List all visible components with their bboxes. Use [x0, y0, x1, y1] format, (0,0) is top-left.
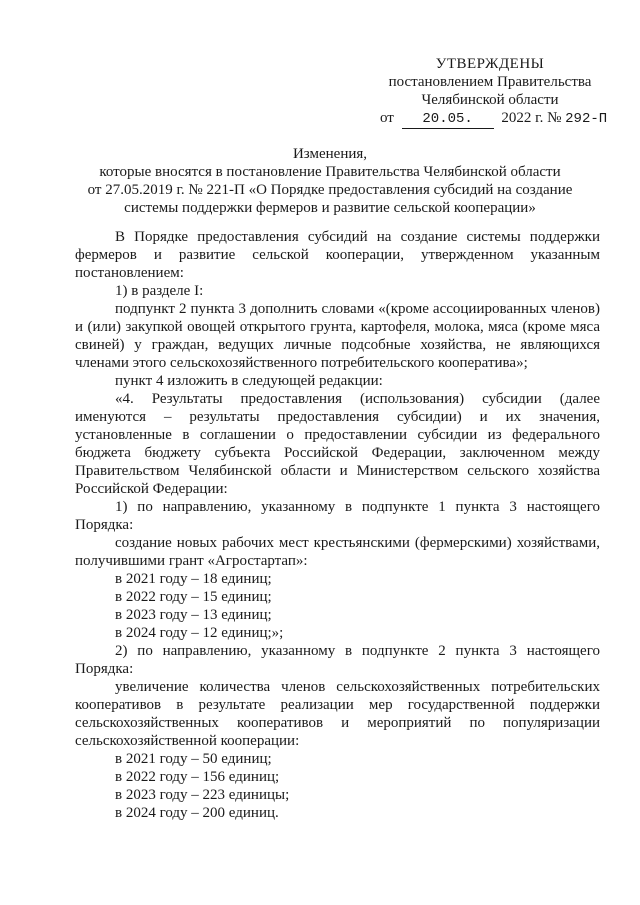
heading-line-1: Изменения, [292, 146, 368, 162]
approval-title: УТВЕРЖДЕНЫ [435, 56, 545, 72]
approval-date-line [380, 109, 608, 129]
direction-1-paragraph: 1) по направлению, указанному в подпункте 1 пункта 3 настоящего Порядка: [75, 499, 600, 533]
point-4-paragraph: пункт 4 изложить в следующей редакции: [115, 373, 383, 389]
date-value: 20.05. [402, 110, 494, 129]
heading-line-4: системы поддержки фермеров и развитие сельской кооперации» [124, 200, 536, 216]
list-item: в 2024 году – 12 единиц;»; [115, 625, 284, 641]
list-item: в 2023 году – 223 единицы; [115, 787, 290, 803]
document-body [75, 228, 600, 822]
list-item: в 2024 году – 200 единиц. [115, 805, 279, 821]
list-item: в 2022 году – 15 единиц; [115, 589, 272, 605]
decree-number: 292-П [565, 111, 608, 127]
list-item: в 2023 году – 13 единиц; [115, 607, 272, 623]
members-paragraph: увеличение количества членов сельскохозяйственных потребительских кооперативов в результате реализации мер государственной поддержки сельскохозяйственных кооперативов и мероприятий по популяризации сельскохозяйственной кооперации: [75, 679, 600, 749]
subpoint-2-paragraph: подпункт 2 пункта 3 дополнить словами «(кроме ассоциированных членов) и (или) закупкой овощей открытого грунта, картофеля, молока, мяса (кроме мяса свиней) у граждан, ведущих личные подсобные хозяйства, не являющихся членами этого сельскохозяйственного потребительского кооператива»; [75, 301, 600, 371]
heading-line-2: которые вносятся в постановление Правительства Челябинской области [99, 164, 561, 180]
quoted-point-4: «4. Результаты предоставления (использования) субсидии (далее именуются – результаты предоставления субсидии) и их значения, установленные в соглашении о предоставлении субсидии из федерального бюджета бюджету субъекта Российской Федерации, заключенном между Правительством Челябинской области и Министерством сельского хозяйства Российской Федерации: [75, 391, 600, 497]
direction-2-paragraph: 2) по направлению, указанному в подпункте 2 пункта 3 настоящего Порядка: [75, 643, 600, 677]
approval-line-1: постановлением Правительства [388, 74, 592, 90]
list-item: в 2021 году – 18 единиц; [115, 571, 272, 587]
year-text: 2022 г. № [501, 110, 562, 126]
date-prefix: от [380, 110, 394, 126]
list-item: в 2021 году – 50 единиц; [115, 751, 272, 767]
section-1-heading: 1) в разделе I: [115, 283, 204, 299]
document-heading [60, 145, 600, 217]
intro-paragraph: В Порядке предоставления субсидий на создание системы поддержки фермеров и развитие сельской кооперации, утвержденном указанным постановлением: [75, 229, 600, 281]
approval-stamp [380, 55, 608, 129]
jobs-paragraph: создание новых рабочих мест крестьянскими (фермерскими) хозяйствами, получившими грант «Агростартап»: [75, 535, 600, 569]
list-item: в 2022 году – 156 единиц; [115, 769, 280, 785]
approval-line-2: Челябинской области [421, 92, 559, 108]
heading-line-3: от 27.05.2019 г. № 221-П «О Порядке предоставления субсидий на создание [87, 182, 573, 198]
